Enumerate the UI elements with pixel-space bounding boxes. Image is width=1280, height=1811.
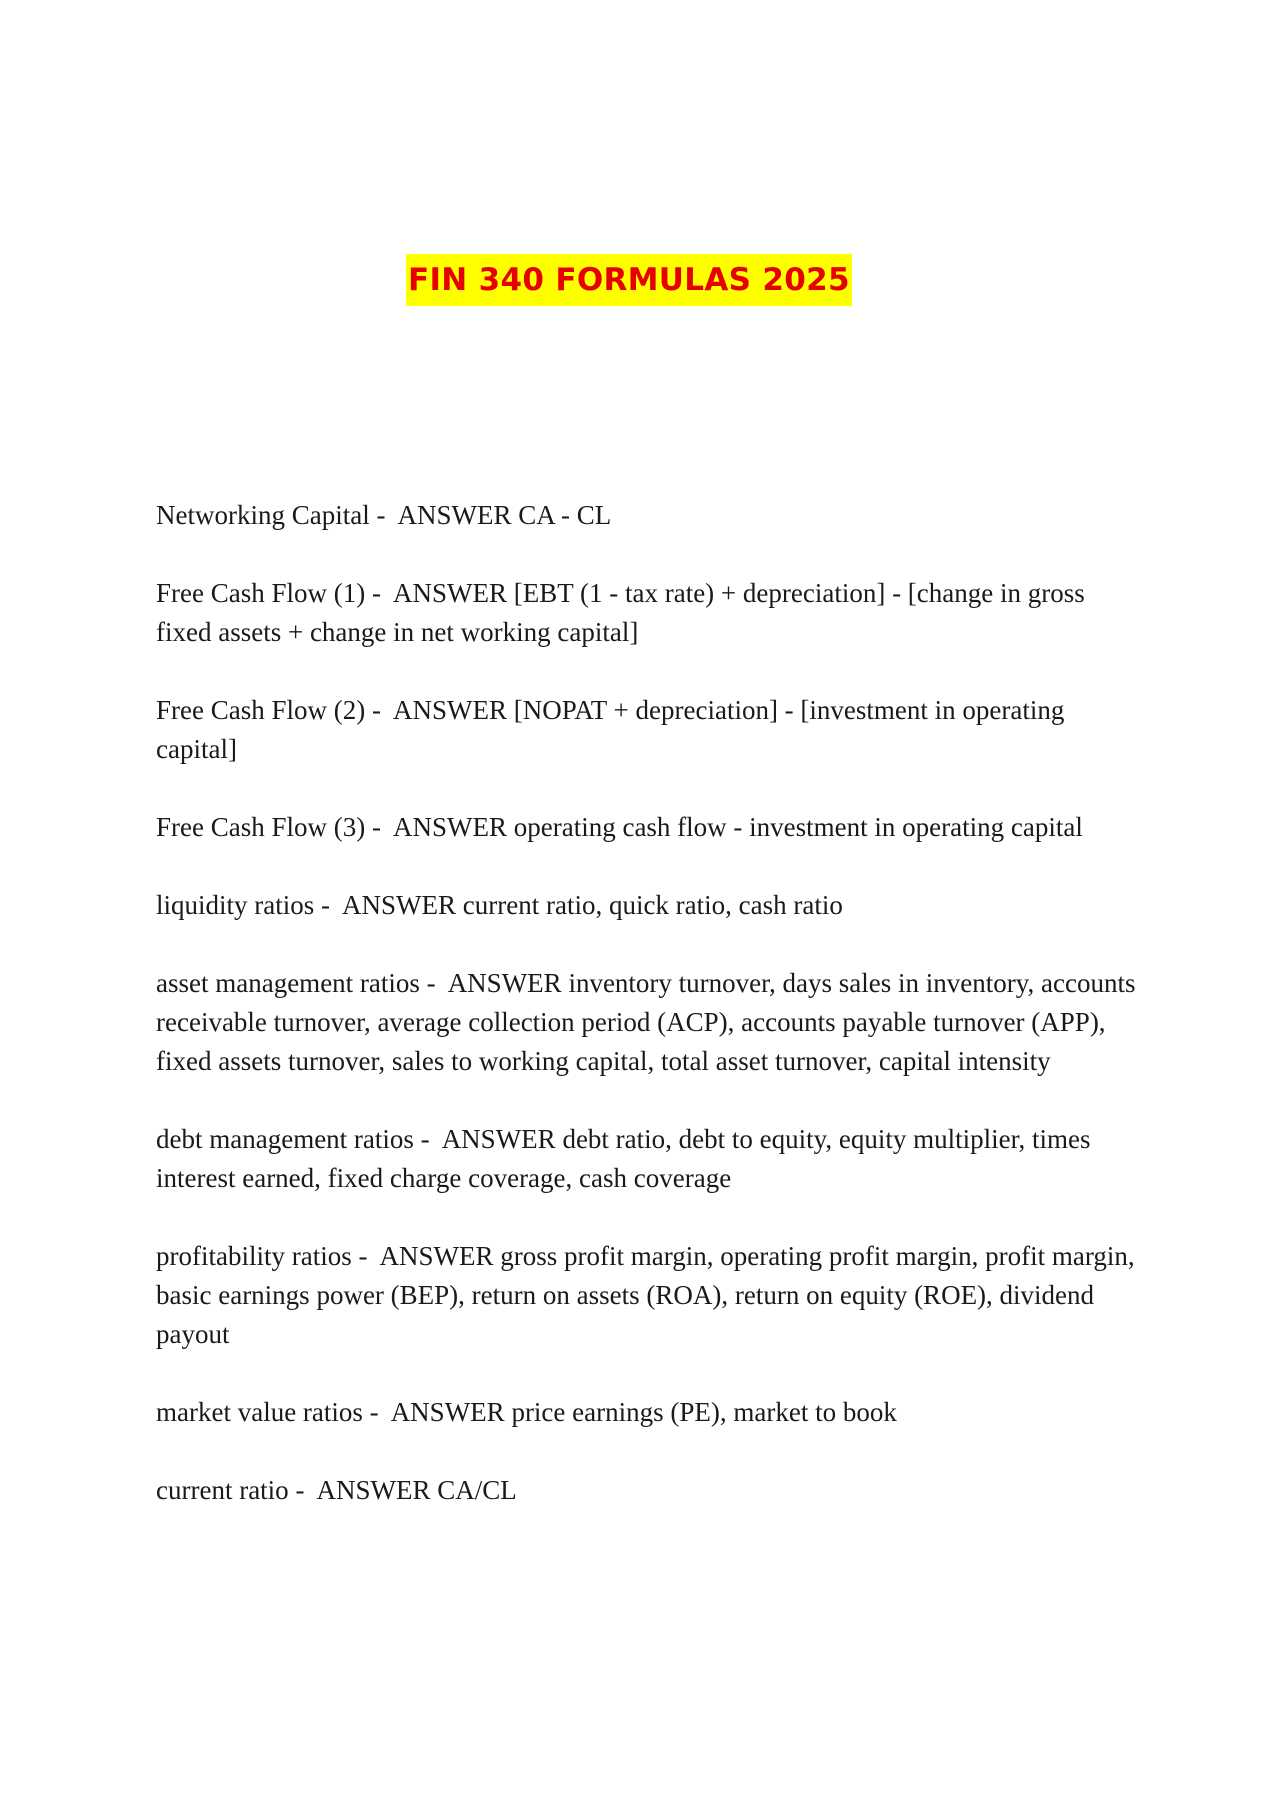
answer-label: ANSWER <box>447 968 562 998</box>
entry-term: market value ratios <box>156 1397 363 1427</box>
entry-definition: current ratio, quick ratio, cash ratio <box>462 890 843 920</box>
entry-term: liquidity ratios <box>156 890 315 920</box>
entry-definition: CA - CL <box>518 500 612 530</box>
entry-term: current ratio <box>156 1475 289 1505</box>
entry-term: Free Cash Flow (3) <box>156 812 366 842</box>
flashcard-entry <box>156 691 1136 769</box>
entry-definition: operating cash flow - investment in operating capital <box>513 812 1083 842</box>
entry-definition: [EBT (1 - tax rate) + depreciation] - [change in gross fixed assets + change in net working capital] <box>156 578 1085 647</box>
answer-label: ANSWER <box>397 500 512 530</box>
title-block <box>406 254 852 306</box>
entry-definition: CA/CL <box>437 1475 517 1505</box>
entry-separator: - <box>413 1124 442 1154</box>
flashcard-entry <box>156 574 1136 652</box>
entry-separator: - <box>362 1397 391 1427</box>
entry-term: profitability ratios <box>156 1241 352 1271</box>
flashcard-entry <box>156 964 1136 1081</box>
entry-separator: - <box>365 812 393 842</box>
answer-label: ANSWER <box>390 1397 505 1427</box>
flashcard-entry <box>156 1471 1136 1510</box>
entry-separator: - <box>365 695 393 725</box>
entry-term: Free Cash Flow (1) <box>156 578 366 608</box>
answer-label: ANSWER <box>316 1475 431 1505</box>
entry-separator: - <box>288 1475 317 1505</box>
entry-definition: inventory turnover, days sales in inventory, accounts receivable turnover, average collection period (ACP), accounts payable turnover (APP), fixed assets turnover, sales to working capital, total asset turnover, capital intensity <box>156 968 1136 1076</box>
flashcard-list <box>156 496 1136 1549</box>
entry-separator: - <box>314 890 343 920</box>
entry-definition: debt ratio, debt to equity, equity multiplier, times interest earned, fixed charge coverage, cash coverage <box>156 1124 1091 1193</box>
answer-label: ANSWER <box>441 1124 556 1154</box>
flashcard-entry <box>156 496 1136 535</box>
entry-definition: [NOPAT + depreciation] - [investment in operating capital] <box>156 695 1065 764</box>
entry-definition: price earnings (PE), market to book <box>511 1397 897 1427</box>
answer-label: ANSWER <box>393 812 507 842</box>
flashcard-entry <box>156 808 1136 847</box>
answer-label: ANSWER <box>393 695 507 725</box>
entry-term: debt management ratios <box>156 1124 414 1154</box>
flashcard-entry <box>156 1237 1136 1354</box>
entry-separator: - <box>365 578 393 608</box>
entry-separator: - <box>351 1241 380 1271</box>
answer-label: ANSWER <box>342 890 457 920</box>
flashcard-entry <box>156 1393 1136 1432</box>
entry-term: Free Cash Flow (2) <box>156 695 366 725</box>
document-title: FIN 340 FORMULAS 2025 <box>406 254 852 306</box>
entry-definition: gross profit margin, operating profit margin, profit margin, basic earnings power (BEP), return on assets (ROA), return on equity (ROE), dividend payout <box>156 1241 1135 1349</box>
entry-separator: - <box>369 500 398 530</box>
entry-separator: - <box>419 968 448 998</box>
flashcard-entry <box>156 886 1136 925</box>
entry-term: asset management ratios <box>156 968 420 998</box>
answer-label: ANSWER <box>379 1241 494 1271</box>
flashcard-entry <box>156 1120 1136 1198</box>
entry-term: Networking Capital <box>156 500 370 530</box>
answer-label: ANSWER <box>393 578 507 608</box>
